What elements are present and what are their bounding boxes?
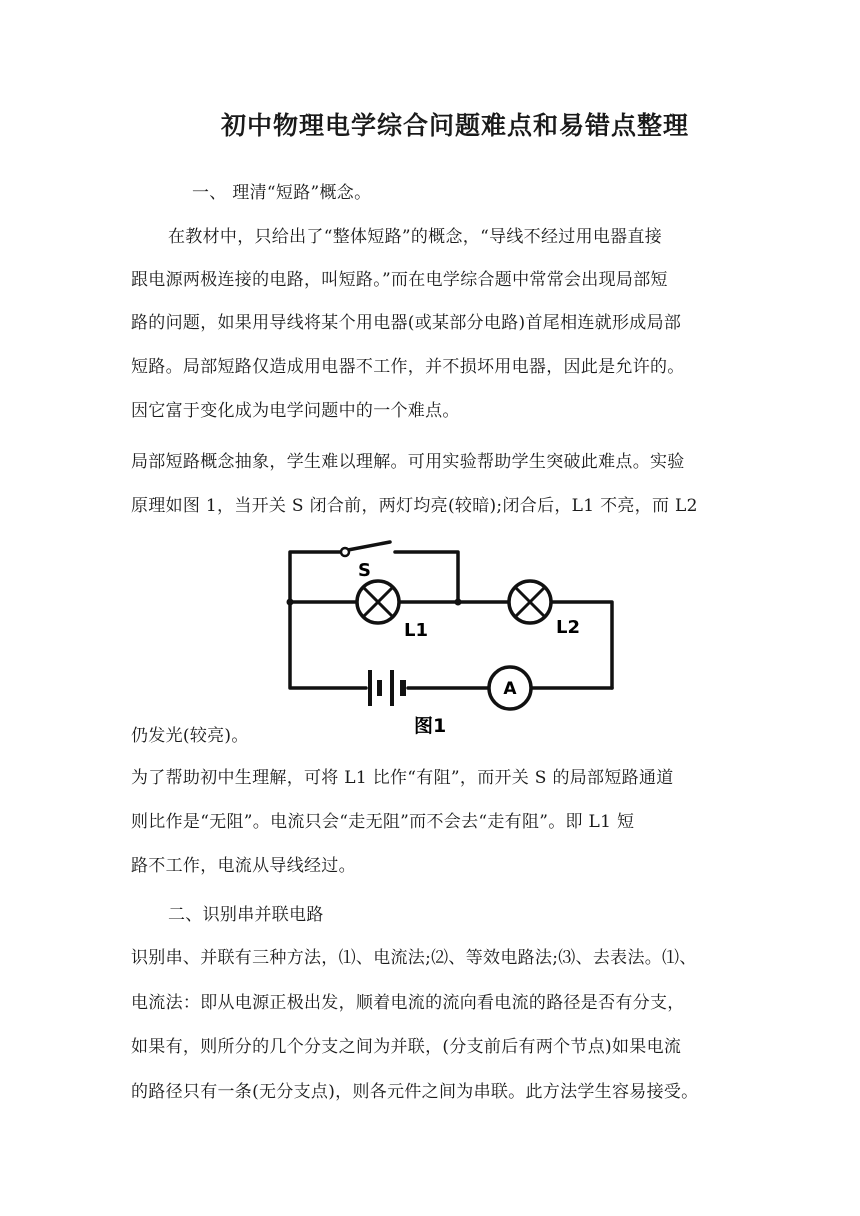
wire-switch-right bbox=[395, 552, 458, 602]
switch-blade bbox=[348, 542, 390, 550]
lamp-l1-label: L1 bbox=[404, 620, 428, 641]
wire-bottom-left bbox=[290, 602, 366, 688]
paragraph-line: 短路。局部短路仅造成用电器不工作，并不损坏用电器，因此是允许的。 bbox=[131, 357, 685, 377]
paragraph-line: 电流法：即从电源正极出发，顺着电流的流向看电流的路径是否有分支， bbox=[131, 993, 685, 1013]
wire-main-right bbox=[552, 602, 612, 688]
circuit-diagram bbox=[280, 540, 620, 740]
paragraph-line: 在教材中，只给出了“整体短路”的概念，“导线不经过用电器直接 bbox=[168, 227, 663, 247]
battery-icon bbox=[370, 670, 406, 706]
paragraph-line: 则比作是“无阻”。电流只会“走无阻”而不会去“走有阻”。即 L1 短 bbox=[131, 812, 635, 832]
paragraph-line: 路不工作，电流从导线经过。 bbox=[131, 856, 356, 876]
switch-label: S bbox=[358, 560, 371, 581]
paragraph-line: 识别串、并联有三种方法，⑴、电流法;⑵、等效电路法;⑶、去表法。⑴、 bbox=[131, 948, 697, 968]
paragraph-line: 的路径只有一条(无分支点)，则各元件之间为串联。此方法学生容易接受。 bbox=[131, 1082, 699, 1102]
node-left bbox=[287, 599, 294, 606]
lamp-l1-icon bbox=[357, 581, 399, 623]
switch-contact bbox=[341, 548, 349, 556]
paragraph-line: 跟电源两极连接的电路，叫短路。”而在电学综合题中常常会出现局部短 bbox=[131, 270, 668, 290]
document-title: 初中物理电学综合问题难点和易错点整理 bbox=[220, 111, 689, 140]
section-heading-1: 一、 理清“短路”概念。 bbox=[192, 183, 372, 203]
paragraph-line: 因它富于变化成为电学问题中的一个难点。 bbox=[131, 401, 460, 421]
paragraph-line: 为了帮助初中生理解，可将 L1 比作“有阻”，而开关 S 的局部短路通道 bbox=[131, 768, 674, 788]
lamp-l2-label: L2 bbox=[556, 617, 580, 638]
paragraph-line: 仍发光(较亮)。 bbox=[131, 726, 249, 746]
node-right bbox=[455, 599, 462, 606]
figure-caption: 图1 bbox=[414, 715, 447, 737]
paragraph-line: 如果有，则所分的几个分支之间为并联，(分支前后有两个节点)如果电流 bbox=[131, 1037, 682, 1057]
paragraph-line: 局部短路概念抽象，学生难以理解。可用实验帮助学生突破此难点。实验 bbox=[131, 452, 685, 472]
circuit-figure bbox=[280, 540, 620, 740]
wire-switch-left bbox=[290, 552, 342, 602]
paragraph-line: 原理如图 1，当开关 S 闭合前，两灯均亮(较暗);闭合后，L1 不亮，而 L2 bbox=[131, 496, 698, 516]
ammeter-label: A bbox=[503, 679, 517, 699]
section-heading-2: 二、识别串并联电路 bbox=[168, 905, 324, 925]
paragraph-line: 路的问题，如果用导线将某个用电器(或某部分电路)首尾相连就形成局部 bbox=[131, 313, 682, 333]
lamp-l2-icon bbox=[509, 581, 551, 623]
